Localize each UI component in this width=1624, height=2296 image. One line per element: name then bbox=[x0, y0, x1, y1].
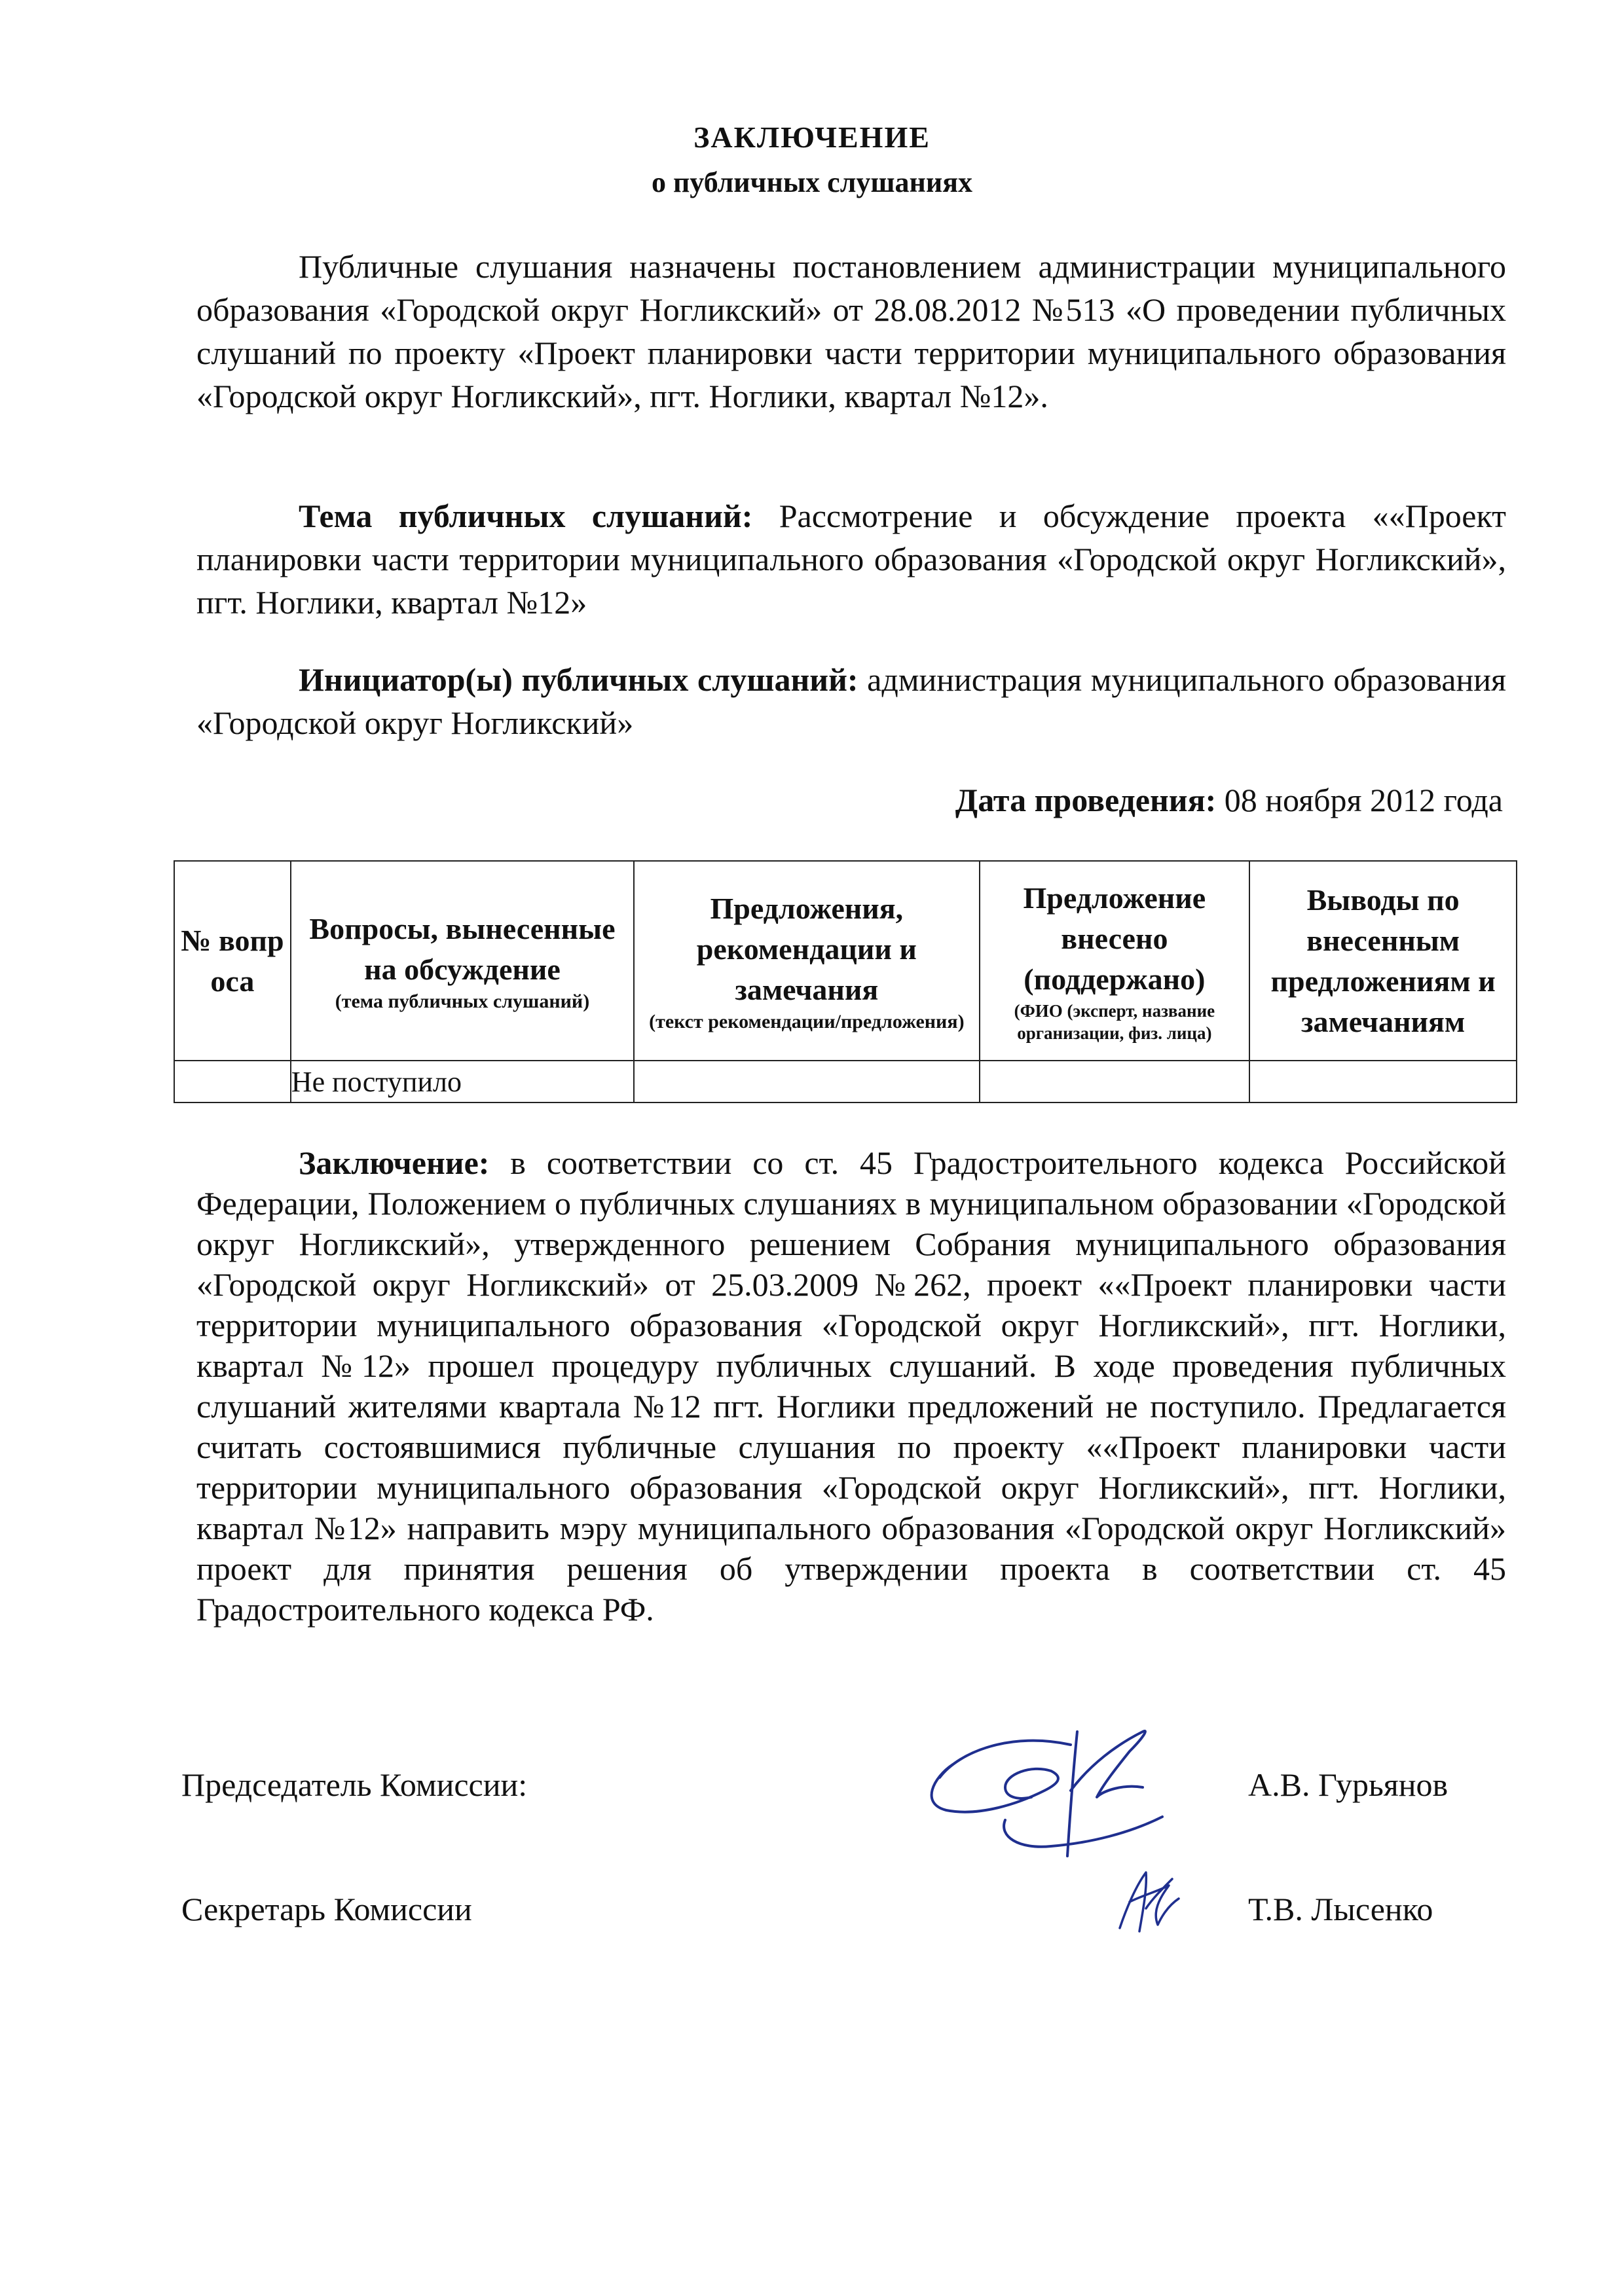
col-header-number bbox=[174, 861, 291, 1061]
col-header-proposals-note: (текст рекомендации/предложения) bbox=[649, 1010, 965, 1032]
table-cell bbox=[1249, 1061, 1517, 1102]
conclusion-label: Заключение: bbox=[299, 1144, 490, 1181]
conclusion-text: в соответствии со ст. 45 Градостроительного кодекса Российской Федерации, Положением о публичных слушаниях в муниципальном образовании «Городской округ Ногликский», утвержденного решением Собрания муниципального образования «Городской округ Ногликский» от 25.03.2009 №262, проект ««Проект планировки части территории муниципального образования «Городской округ Ногликский», пгт. Ноглики, квартал №12» прошел процедуру публичных слушаний. В ходе проведения публичных слушаний жителями квартала №12 пгт. Ноглики предложений не поступило. Предлагается считать состоявшимися публичные слушания по проекту ««Проект планировки части территории муниципального образования «Городской округ Ногликский», пгт. Ноглики, квартал №12» направить мэру муниципального образования «Городской округ Ногликский» проект для принятия решения об утверждении проекта в соответствии ст. 45 Градостроительного кодекса РФ. bbox=[196, 1144, 1506, 1628]
chair-name: А.В. Гурьянов bbox=[1248, 1766, 1449, 1803]
table-cell bbox=[980, 1061, 1250, 1102]
date-label: Дата проведения: bbox=[955, 782, 1217, 818]
secretary-label: Секретарь Комиссии bbox=[181, 1891, 472, 1927]
col-header-questions-note: (тема публичных слушаний) bbox=[335, 990, 590, 1012]
chair-label: Председатель Комиссии: bbox=[181, 1766, 528, 1803]
col-header-submitted-by-note: (ФИО (эксперт, название организации, физ. лица) bbox=[1014, 1000, 1215, 1043]
document-title: ЗАКЛЮЧЕНИЕ bbox=[693, 120, 931, 154]
col-header-conclusions-text: Выводы по внесенным предложениям и замечаниям bbox=[1270, 883, 1496, 1038]
document-subtitle: о публичных слушаниях bbox=[651, 166, 973, 198]
proposals-table bbox=[174, 860, 1517, 1103]
col-header-proposals bbox=[634, 861, 979, 1061]
table-cell bbox=[634, 1061, 979, 1102]
intro-paragraph: Публичные слушания назначены постановлением администрации муниципального образования «Городской округ Ногликский» от 28.08.2012 №513 «О проведении публичных слушаний по проекту «Проект планировки части территории муниципального образования «Городской округ Ногликский», пгт. Ноглики, квартал №12». bbox=[196, 248, 1506, 414]
conclusion-paragraph bbox=[196, 1142, 1506, 1630]
topic-text: Рассмотрение и обсуждение проекта ««Проект планировки части территории муниципального образования «Городской округ Ногликский», пгт. Ноглики, квартал №12» bbox=[196, 498, 1506, 621]
table-header-row bbox=[174, 861, 1517, 1061]
table-cell bbox=[174, 1061, 291, 1102]
col-header-submitted-by-text: Предложение внесено (поддержано) bbox=[1023, 881, 1206, 996]
col-header-submitted-by bbox=[980, 861, 1250, 1061]
initiator-text: администрация муниципального образования «Городской округ Ногликский» bbox=[196, 661, 1506, 741]
col-header-proposals-text: Предложения, рекомендации и замечания bbox=[696, 891, 917, 1006]
secretary-name: Т.В. Лысенко bbox=[1248, 1891, 1433, 1927]
col-header-number-text: № вопр оса bbox=[181, 923, 284, 998]
table-cell: Не поступило bbox=[291, 1061, 634, 1102]
initiator-paragraph bbox=[196, 658, 1506, 744]
topic-paragraph bbox=[196, 494, 1506, 624]
date-value: 08 ноября 2012 года bbox=[1216, 782, 1503, 818]
table-row bbox=[174, 1061, 1517, 1102]
col-header-questions bbox=[291, 861, 634, 1061]
initiator-label: Инициатор(ы) публичных слушаний: bbox=[299, 661, 858, 698]
chair-signature bbox=[907, 1705, 1182, 1869]
col-header-conclusions bbox=[1249, 861, 1517, 1061]
date-line bbox=[196, 781, 1503, 819]
topic-label: Тема публичных слушаний: bbox=[299, 498, 753, 534]
col-header-questions-text: Вопросы, вынесенные на обсуждение bbox=[309, 911, 616, 986]
secretary-signature bbox=[1107, 1863, 1185, 1941]
